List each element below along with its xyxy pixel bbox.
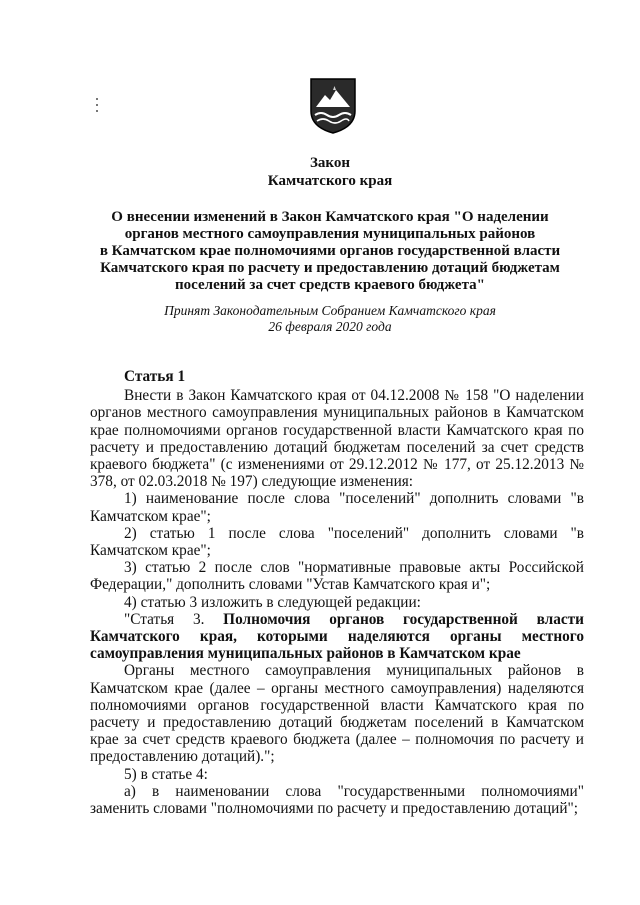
kamchatka-emblem-icon	[309, 77, 357, 135]
amendment-item-3: 3) статью 2 после слов "нормативные правовые акты Российской Федерации," дополнить словами "Устав Камчатского края и";	[90, 559, 584, 594]
adoption-line: Принят Законодательным Собранием Камчатского края	[164, 303, 496, 318]
paragraph-intro: Внести в Закон Камчатского края от 04.12.2008 № 158 "О наделении органов местного самоуправления муниципальных районов в Камчатском крае полномочиями органов государственной власти Камчатского края по расчету и предоставлению дотаций бюджетам поселений за счет средств краевого бюджета" (с изменениями от 29.12.2012 № 177, от 25.12.2013 № 378, от 02.03.2018 № 197) следующие изменения:	[90, 387, 584, 491]
amendment-item-5: 5) в статье 4:	[124, 765, 208, 783]
adoption-note	[70, 303, 590, 335]
article-heading: Статья 1	[124, 368, 186, 385]
subject-line: органов местного самоуправления муниципальных районов	[124, 226, 536, 242]
article-3-prefix: "Статья 3.	[124, 610, 205, 628]
subject-line: в Камчатском крае полномочиями органов государственной власти	[99, 243, 561, 259]
law-title	[70, 154, 590, 190]
margin-mark	[96, 98, 98, 114]
law-body	[90, 368, 584, 817]
article-3-heading	[90, 611, 584, 663]
amendment-item-4: 4) статью 3 изложить в следующей редакции:	[124, 593, 421, 611]
amendment-item-5a: а) в наименовании слова "государственными полномочиями" заменить словами "полномочиями по расчету и предоставлению дотаций";	[90, 782, 584, 818]
article-3-title: Полномочия органов государственной власти Камчатского края, которыми наделяются органы местного самоуправления муниципальных районов в Камчатском крае	[90, 610, 584, 663]
subject-line: поселений за счет средств краевого бюджета"	[175, 277, 485, 293]
article-3-text: Органы местного самоуправления муниципальных районов в Камчатском крае (далее – органы местного самоуправления) наделяются полномочиями органов государственной власти Камчатского края по расчету и предоставлению дотаций бюджетам поселений в Камчатском крае за счет средств краевого бюджета (далее – полномочия по расчету и предоставлению дотаций).";	[90, 662, 584, 766]
adoption-date: 26 февраля 2020 года	[268, 319, 392, 334]
law-subject	[70, 209, 590, 294]
amendment-item-2: 2) статью 1 после слова "поселений" дополнить словами "в Камчатском крае";	[90, 524, 584, 560]
amendment-item-1: 1) наименование после слова "поселений" дополнить словами "в Камчатском крае";	[90, 490, 584, 525]
title-line: Закон	[309, 155, 350, 171]
title-line: Камчатского края	[267, 173, 393, 189]
subject-line: Камчатского края по расчету и предоставлению дотаций бюджетам	[100, 260, 560, 276]
subject-line: О внесении изменений в Закон Камчатского края "О наделении	[111, 209, 549, 225]
